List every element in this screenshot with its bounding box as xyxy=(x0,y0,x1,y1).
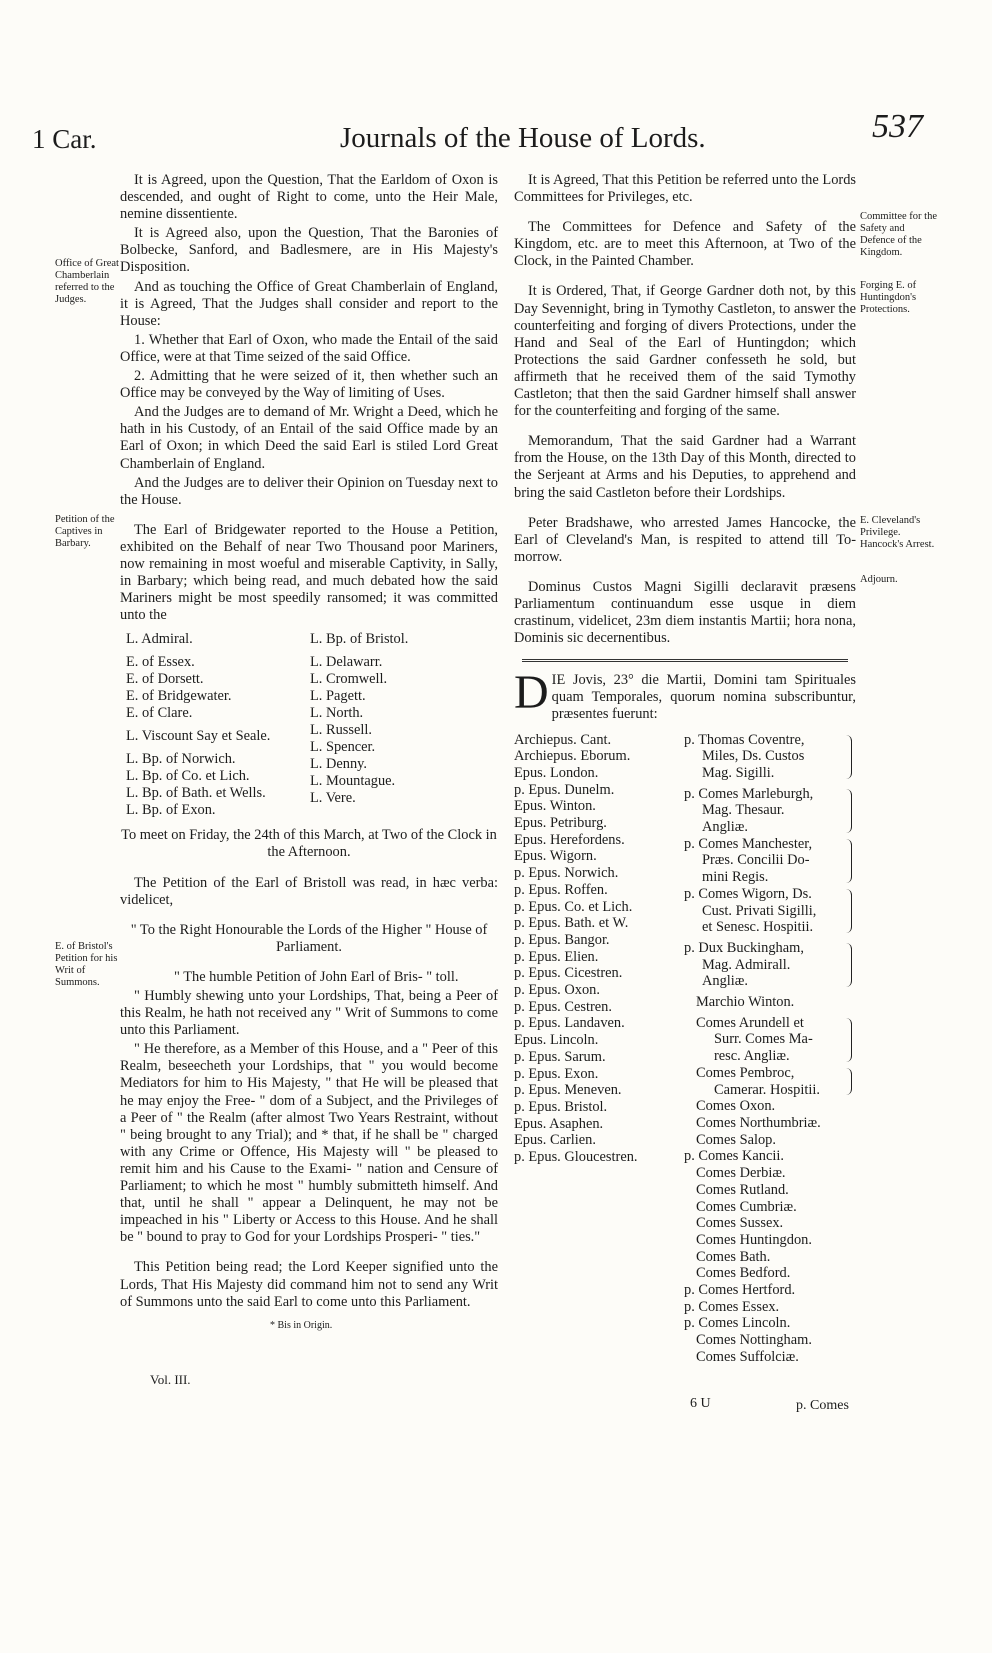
roll-entry: Mag. Admirall. xyxy=(702,956,791,973)
roll-entry: Angliæ. xyxy=(702,973,748,990)
roll-entry: p. Epus. Elien. xyxy=(514,948,599,965)
drop-cap: D xyxy=(514,672,549,720)
roll-entry: resc. Angliæ. xyxy=(714,1048,790,1065)
margin-note-great-chamberlain: Office of Great Chamberlain referred to the Judges. xyxy=(55,258,119,305)
roll-entry: Comes Cumbriæ. xyxy=(696,1198,797,1215)
roll-entry: Epus. London. xyxy=(514,764,599,781)
signature-mark: 6 U xyxy=(690,1396,711,1411)
roll-entry: Comes Rutland. xyxy=(696,1181,789,1198)
roll-entry: p. Comes Hertford. xyxy=(684,1282,796,1299)
roll-braced-entry xyxy=(684,786,856,836)
roll-entry: p. Epus. Oxon. xyxy=(514,982,600,999)
roll-entry: p. Epus. Gloucestren. xyxy=(514,1149,638,1166)
roll-entry: Angliæ. xyxy=(702,819,748,836)
committee-member: L. Russell. xyxy=(310,722,372,739)
roll-entry: p. Epus. Dunelm. xyxy=(514,781,615,798)
roll-braced-entry xyxy=(684,1065,856,1098)
roll-entry: p. Epus. Bangor. xyxy=(514,931,610,948)
roll-entry: Comes Bedford. xyxy=(696,1265,791,1282)
committee-member: L. Mountague. xyxy=(310,773,396,790)
committee-member: L. Cromwell. xyxy=(310,671,388,688)
petition-title: " The humble Petition of John Earl of Bris- " toll. xyxy=(174,968,459,985)
roll-entry: p. Epus. Co. et Lich. xyxy=(514,898,633,915)
paragraph-deed-wright: And the Judges are to demand of Mr. Wright a Deed, which he hath in his Custody, of an Entail of the said Office made by an Earl of Oxon; in which Deed the said Earl is stiled Lord Great Chamberlain of England. xyxy=(120,404,498,472)
roll-entry: Comes Salop. xyxy=(696,1131,776,1148)
paragraph-bradshawe: Peter Bradshawe, who arrested James Hancocke, the Earl of Cleveland's Man, is respited to attend till To-morrow. xyxy=(514,514,856,565)
paragraph-meeting-time: To meet on Friday, the 24th of this March, at Two of the Clock in the Afternoon. xyxy=(121,827,497,861)
committee-list xyxy=(120,631,498,819)
roll-entry: Archiepus. Cant. xyxy=(514,731,612,748)
roll-entry: Comes Northumbriæ. xyxy=(696,1115,821,1131)
paragraph-petition-referred: It is Agreed, That this Petition be referred unto the Lords Committees for Privileges, etc. xyxy=(514,172,856,206)
running-head-left: 1 Car. xyxy=(32,124,97,154)
roll-braced-entry xyxy=(684,1015,856,1065)
committee-member: L. Delawarr. xyxy=(310,654,383,671)
paragraph-question-1: 1. Whether that Earl of Oxon, who made the Entail of the said Office, were at that Time seized of the said Office. xyxy=(120,331,498,365)
volume-label: Vol. III. xyxy=(150,1372,191,1387)
committee-member: L. Vere. xyxy=(310,790,356,807)
roll-entry: Comes Derbiæ. xyxy=(696,1165,786,1182)
roll-entry: Epus. Carlien. xyxy=(514,1132,596,1149)
margin-note-bristol-petition: E. of Bristol's Petition for his Writ of Summons. xyxy=(55,941,118,988)
margin-note-captives-barbary: Petition of the Captives in Barbary. xyxy=(55,514,115,549)
roll-entry: p. Comes Lincoln. xyxy=(684,1315,791,1332)
paragraph-question-2: 2. Admitting that he were seized of it, then whether such an Office may be conveyed by the Way of limiting of Uses. xyxy=(120,368,498,402)
paragraph-lord-keeper: This Petition being read; the Lord Keeper signified unto the Lords, That His Majesty did command him not to send any Writ of Summons unto the said Earl to come unto this Parliament. xyxy=(120,1259,498,1310)
die-jovis-heading xyxy=(514,672,856,723)
right-column xyxy=(514,172,856,1366)
roll-earls xyxy=(684,1098,856,1365)
margin-note-cleveland-privilege: E. Cleveland's Privilege. Hancock's Arrest. xyxy=(860,515,935,550)
roll-braced-entry xyxy=(684,732,856,782)
roll-entry: Mag. Thesaur. xyxy=(702,802,785,819)
roll-entry: Archiepus. Eborum. xyxy=(514,748,631,765)
paragraph-memorandum: Memorandum, That the said Gardner had a Warrant from the House, on the 13th Day of this Month, directed to the Serjeant at Arms and his Deputies, to apprehend and bring the said Castleton before their Lordships. xyxy=(514,433,856,501)
roll-entry: p. Epus. Cestren. xyxy=(514,998,612,1015)
roll-entry: Comes Nottingham. xyxy=(696,1332,812,1349)
brace xyxy=(840,735,852,779)
roll-entry: Epus. Lincoln. xyxy=(514,1032,599,1049)
committee-member: L. Viscount Say et Seale. xyxy=(126,728,271,745)
margin-note-committee-safety: Committee for the Safety and Defence of the Kingdom. xyxy=(860,211,937,258)
roll-entry: p. Comes Kancii. xyxy=(684,1148,784,1165)
roll-entry: p. Comes Wigorn, Ds. xyxy=(684,885,812,902)
roll-entry: p. Epus. Cicestren. xyxy=(514,965,623,982)
petition-shewing: " Humbly shewing unto your Lordships, That, being a Peer of this Realm, he hath not received any " Writ of Summons to come unto this Parliament. xyxy=(120,988,498,1039)
roll-entry: Comes Sussex. xyxy=(696,1215,784,1232)
roll-entry: Epus. Herefordens. xyxy=(514,831,625,848)
paragraph-great-chamberlain: And as touching the Office of Great Chamberlain of England, it is Agreed, That the Judges shall consider and report to the House: xyxy=(120,278,498,329)
roll-entry: Miles, Ds. Custos xyxy=(702,748,805,765)
margin-note-adjourn: Adjourn. xyxy=(860,574,898,585)
running-head-title: Journals of the House of Lords. xyxy=(340,122,706,154)
roll-entry: p. Comes Essex. xyxy=(684,1298,780,1315)
roll-entry: Comes Suffolciæ. xyxy=(696,1348,799,1365)
catchword: p. Comes xyxy=(796,1398,849,1413)
section-divider xyxy=(522,659,848,662)
committee-member: L. Admiral. xyxy=(126,631,193,648)
committee-member: L. Bp. of Bristol. xyxy=(310,631,409,648)
paragraph-baronies: It is Agreed also, upon the Question, That the Baronies of Bolbecke, Sanford, and Badlesmere, are in His Majesty's Disposition. xyxy=(120,225,498,276)
paragraph-bridgewater-report: The Earl of Bridgewater reported to the House a Petition, exhibited on the Behalf of near Two Thousand poor Mariners, now remaining in most woeful and miserable Captivity, in Sally, in Barbary; which being read, and much debated how the said Mariners might be most speedily ransomed; it was committed unto the xyxy=(120,521,498,624)
brace xyxy=(840,789,852,833)
roll-entry: Surr. Comes Ma- xyxy=(714,1031,813,1048)
page-number: 537 xyxy=(872,108,923,145)
roll-entry: p. Comes Manchester, xyxy=(684,835,813,852)
brace xyxy=(840,1018,852,1062)
roll-braced-entry xyxy=(684,940,856,990)
roll-braced-entry xyxy=(684,886,856,936)
roll-entry: Epus. Petriburg. xyxy=(514,815,607,832)
roll-entry: p. Comes Marleburgh, xyxy=(684,785,814,802)
paragraph-committees-defence: The Committees for Defence and Safety of the Kingdom, etc. are to meet this Afternoon, at Two of the Clock, in the Painted Chamber. xyxy=(514,219,856,270)
roll-officers-earls xyxy=(684,732,856,1366)
committee-member: L. Bp. of Norwich. xyxy=(126,751,236,768)
roll-entry: Præs. Concilii Do- xyxy=(702,852,810,869)
roll-entry: Epus. Wigorn. xyxy=(514,848,597,865)
paragraph-adjournment: Dominus Custos Magni Sigilli declaravit præsens Parliamentum continuandum esse usque in diem crastinum, videlicet, 23m diem instantis Martii; hora nona, Dominis sic decernentibus. xyxy=(514,578,856,647)
roll-entry: et Senesc. Hospitii. xyxy=(702,919,814,936)
die-jovis-text: IE Jovis, 23° die Martii, Domini tam Spirituales quam Temporales, quorum nomina subscribuntur, præsentes fuerunt: xyxy=(551,672,856,723)
committee-member: L. Bp. of Co. et Lich. xyxy=(126,768,250,785)
roll-entry: p. Epus. Bath. et W. xyxy=(514,915,629,932)
roll-entry: mini Regis. xyxy=(702,869,769,886)
committee-member: L. Denny. xyxy=(310,756,368,773)
roll-entry: Comes Arundell et xyxy=(696,1014,804,1031)
footnote: * Bis in Origin. xyxy=(270,1319,333,1331)
committee-member: L. Bp. of Bath. et Wells. xyxy=(126,785,266,802)
roll-entry: p. Epus. Bristol. xyxy=(514,1099,608,1115)
roll-entry: p. Epus. Sarum. xyxy=(514,1048,606,1065)
petition-address: " To the Right Honourable the Lords of the Higher " House of Parliament. xyxy=(130,921,488,955)
brace xyxy=(840,943,852,987)
committee-member: E. of Dorsett. xyxy=(126,671,204,688)
roll-entry: p. Dux Buckingham, xyxy=(684,939,804,956)
roll-entry: p. Epus. Landaven. xyxy=(514,1015,625,1032)
committee-member: E. of Clare. xyxy=(126,705,193,722)
paragraph-judges-opinion: And the Judges are to deliver their Opinion on Tuesday next to the House. xyxy=(120,474,498,508)
committee-member: L. Pagett. xyxy=(310,688,366,705)
paragraph-bristol-petition-read: The Petition of the Earl of Bristoll was read, in hæc verba: videlicet, xyxy=(120,874,498,908)
paragraph-earldom-oxon: It is Agreed, upon the Question, That the Earldom of Oxon is descended, and ought of Right to come, unto the Heir Male, nemine dissentiente. xyxy=(120,172,498,223)
margin-note-forging-protections: Forging E. of Huntingdon's Protections. xyxy=(860,280,917,315)
roll-entry: Marchio Winton. xyxy=(696,994,795,1011)
roll-entry: p. Epus. Exon. xyxy=(514,1065,599,1082)
roll-entry: Comes Pembroc, xyxy=(696,1064,795,1081)
roll-entry: p. Epus. Meneven. xyxy=(514,1082,622,1099)
roll-entry: Comes Bath. xyxy=(696,1248,771,1265)
attendance-roll xyxy=(514,732,856,1366)
brace xyxy=(840,889,852,933)
committee-member: E. of Bridgewater. xyxy=(126,688,232,705)
committee-member: E. of Essex. xyxy=(126,654,195,671)
roll-entry: Cust. Privati Sigilli, xyxy=(702,902,817,919)
paragraph-order-gardner: It is Ordered, That, if George Gardner doth not, by this Day Sevennight, bring in Tymothy Castleton, to answer the counterfeiting and forging of divers Protections, under the Hand and Seal of the Earl of Huntingdon; which Protections the said Gardner confesseth he sold, but affirmeth that he received them of the said Tymothy Castleton; that then the said Gardner himself shall answer for the counterfeiting and forging of the same. xyxy=(514,283,856,420)
left-column xyxy=(120,172,498,1334)
roll-entry: Epus. Asaphen. xyxy=(514,1115,604,1132)
brace xyxy=(840,839,852,883)
roll-entry: Comes Oxon. xyxy=(696,1098,776,1115)
committee-member: L. Bp. of Exon. xyxy=(126,802,216,819)
roll-entry: p. Epus. Roffen. xyxy=(514,881,608,898)
roll-bishops xyxy=(514,732,684,1366)
roll-entry: Camerar. Hospitii. xyxy=(714,1081,820,1098)
roll-entry: Epus. Winton. xyxy=(514,798,596,815)
roll-braced-entry xyxy=(684,836,856,886)
roll-entry: p. Epus. Norwich. xyxy=(514,865,619,882)
roll-entry: Comes Huntingdon. xyxy=(696,1231,812,1248)
committee-member: L. Spencer. xyxy=(310,739,376,756)
brace xyxy=(840,1068,852,1095)
roll-entry: Mag. Sigilli. xyxy=(702,764,775,781)
roll-entry: p. Thomas Coventre, xyxy=(684,731,805,748)
petition-body: " He therefore, as a Member of this House, and a " Peer of this Realm, beseecheth your Lordships, that " you would become Mediators for him to His Majesty, " that He will be pleased that he may enjoy the Free- " dom of a Subject, and the Privileges of a Peer of " the Realm (after almost Two Years Restraint, without " being brought to any Trial); and * that, if he shall be " charged with any Crime or Offence, His Majesty will " be pleased to remit him and his Cause to the Exami- " nation and Censure of Parliament; to which he most " humbly submitteth himself. And that, until he shall " appear a Delinquent, he may not be impeached in his " Liberty or Access to this House. And he shall be " bound to pray to God for your Lordships Prosperi- " ties." xyxy=(120,1041,498,1246)
committee-member: L. North. xyxy=(310,705,364,722)
